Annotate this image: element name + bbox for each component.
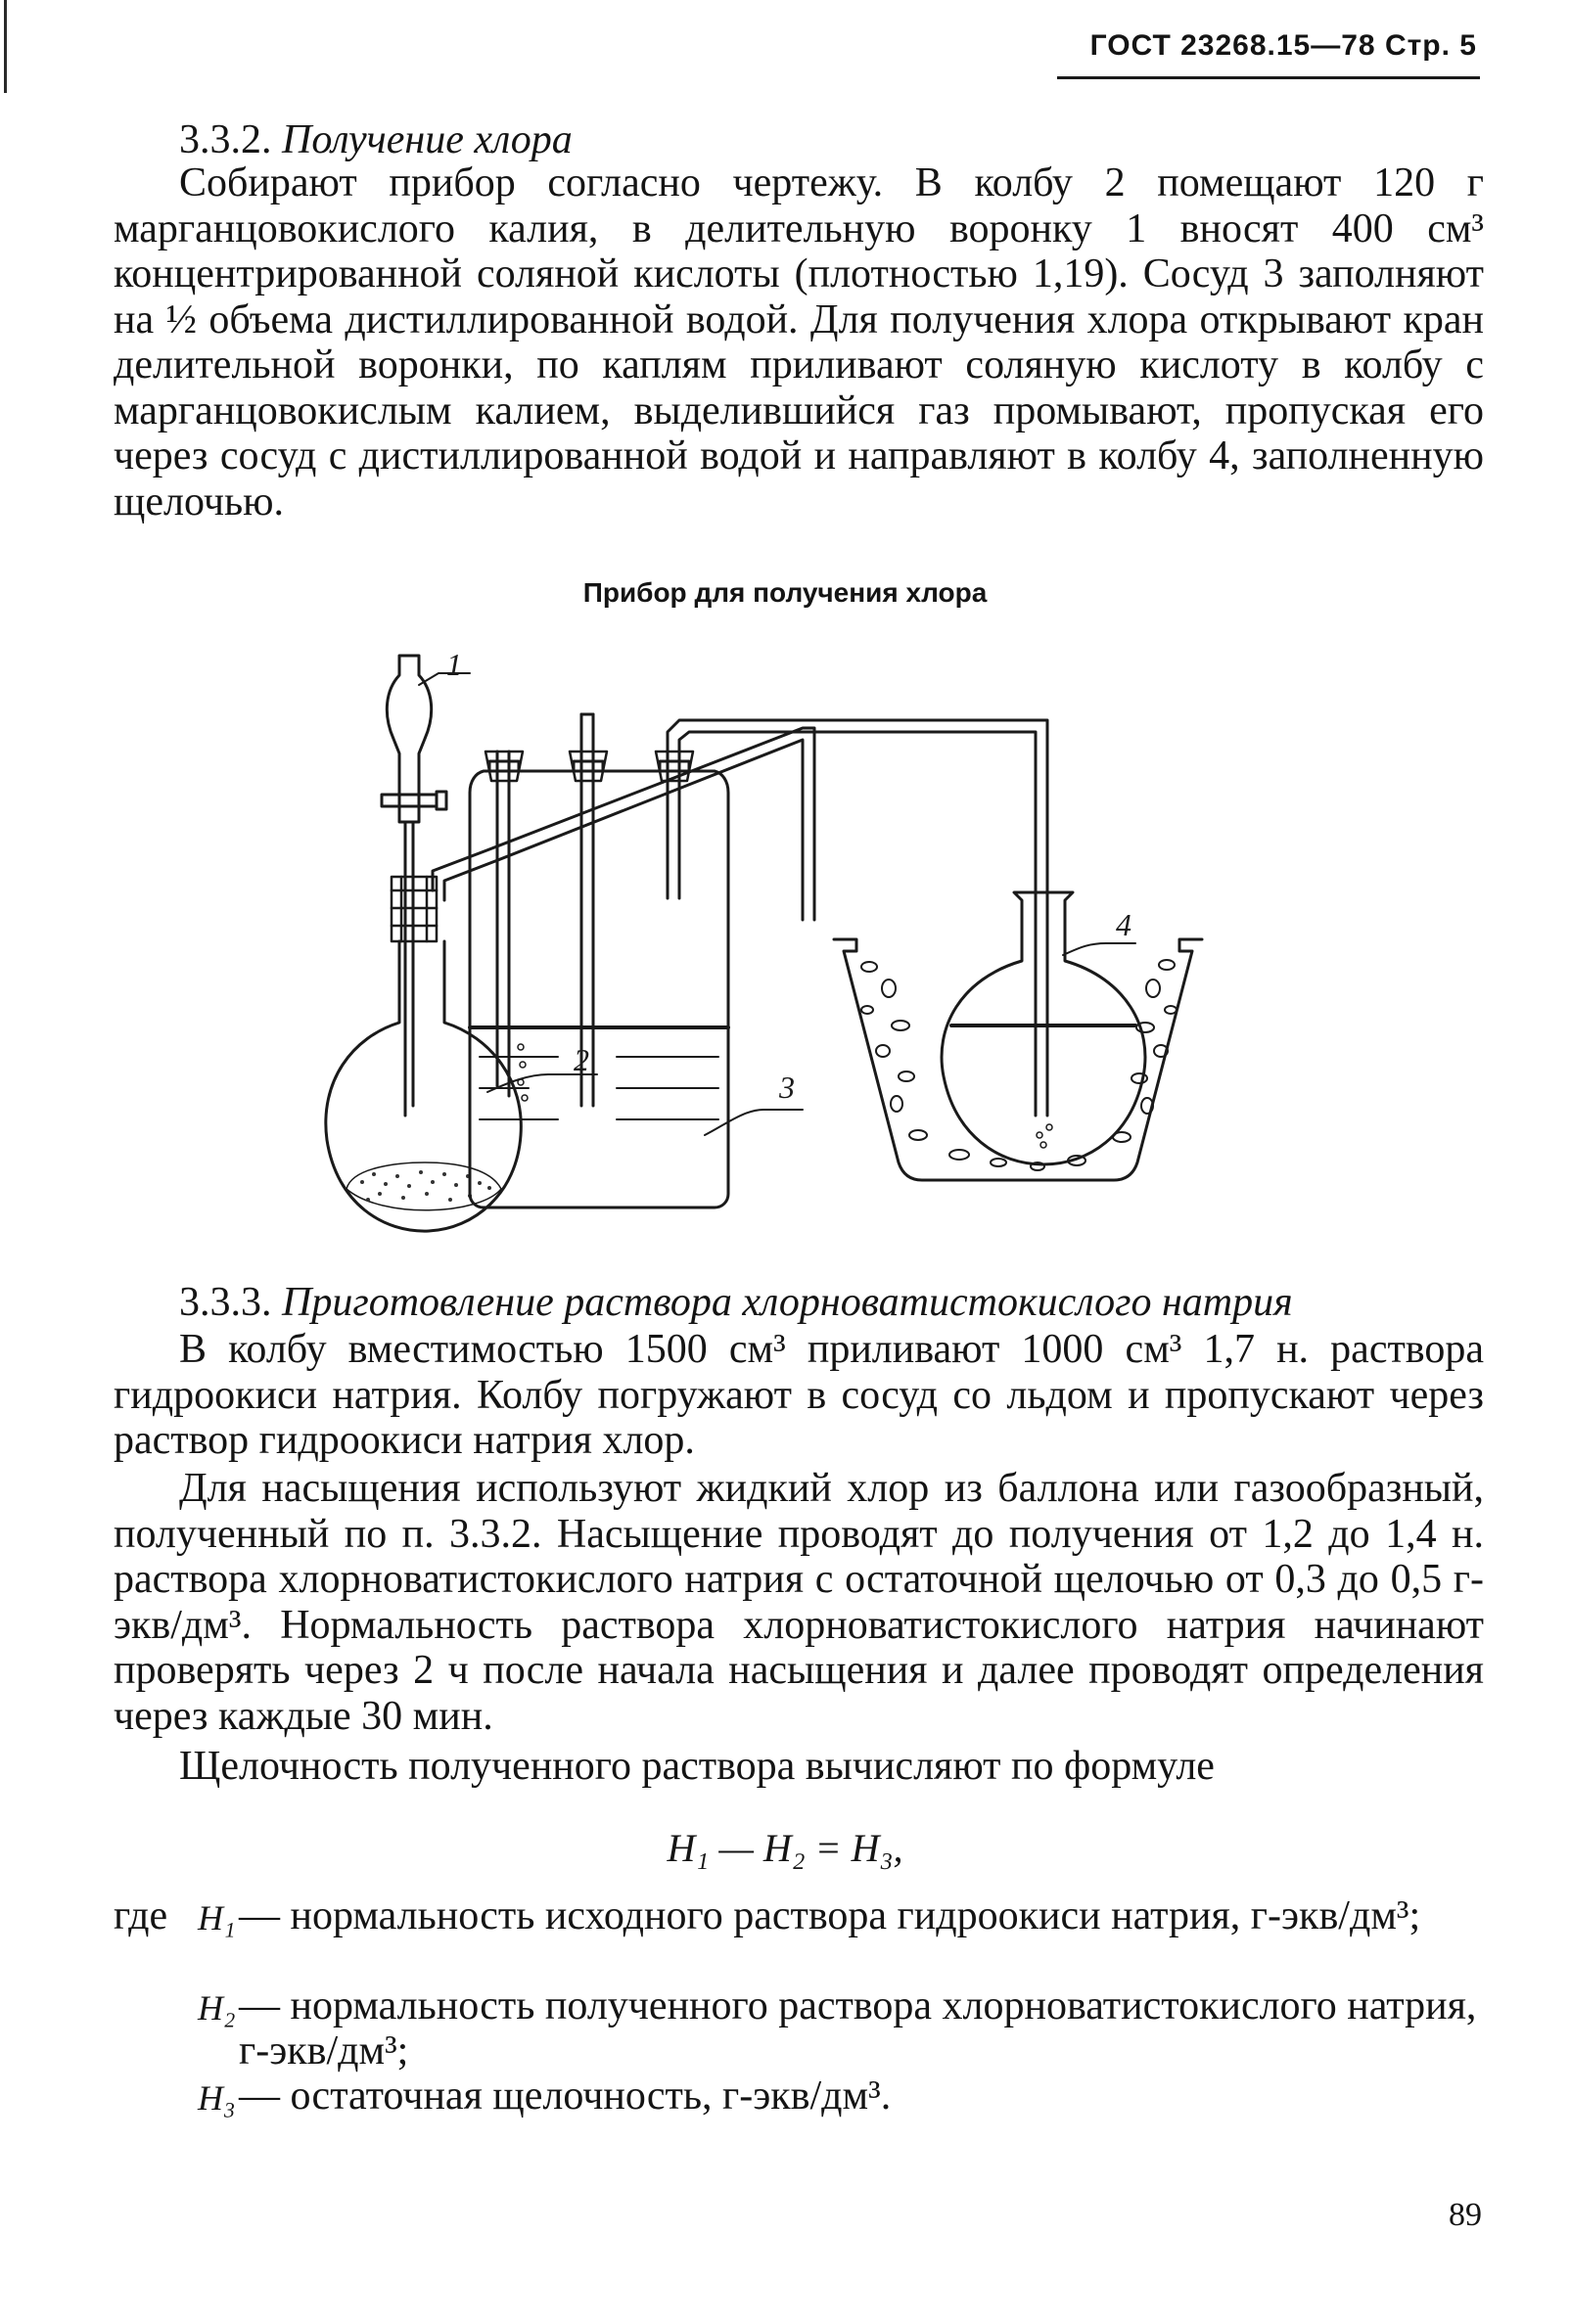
legend-item-3 [114, 2073, 1484, 2119]
label-3: 3 [779, 1070, 795, 1105]
label-2: 2 [574, 1042, 589, 1077]
section-332-title: Получение хлора [282, 117, 573, 162]
legend-text-2: — нормальность полученного раствора хлорноватистокислого натрия, г-экв/дм³; [239, 1983, 1477, 2073]
section-333-paragraph-1-text: В колбу вместимостью 1500 см³ приливают 1000 см³ 1,7 н. раствора гидроокиси натрия. Колбу погружают в сосуд со льдом и пропускают через раствор гидроокиси натрия хлор. [114, 1327, 1484, 1463]
section-332-paragraph-text: Собирают прибор согласно чертежу. В колбу 2 помещают 120 г марганцовокислого калия, в делительную воронку 1 вносят 400 см³ концентрированной соляной кислоты (плотностью 1,19). Сосуд 3 заполняют на ½ объема дистиллированной водой. Для получения хлора открывают кран делительной воронки, по каплям приливают соляную кислоту в колбу с марганцовокислым калием, выделившийся газ промывают, пропуская его через сосуд с дистиллированной водой и направляют в колбу 4, заполненную щелочью. [114, 160, 1484, 524]
section-333-paragraph-2 [114, 1466, 1484, 1739]
section-332-heading [179, 117, 573, 162]
label-1: 1 [446, 647, 462, 682]
legend-text-3: — остаточная щелочность, г-экв/дм³. [239, 2073, 892, 2119]
figure-caption: Прибор для получения хлора [582, 577, 988, 608]
header-rule [1057, 76, 1480, 79]
ice-pieces [861, 960, 1177, 1170]
section-333-paragraph-2-text: Для насыщения используют жидкий хлор из баллона или газообразный, полученный по п. 3.3.2. Насыщение проводят до получения от 1,2 до 1,4 н. раствора хлорноватистокислого натрия с остаточной щелочью от 0,3 до 0,5 г-экв/дм³. Нормальность раствора хлорноватистокислого натрия начинают проверять через 2 ч после начала насыщения и далее проводят определения через каждые 30 мин. [114, 1466, 1484, 1739]
legend-symbol-2: Н₂ [198, 1988, 236, 2028]
section-333-heading [179, 1280, 1293, 1325]
section-333-paragraph-3 [114, 1744, 1484, 1790]
ice-bath [834, 939, 1202, 1180]
page-number: 89 [1449, 2197, 1482, 2233]
legend-symbol-1: Н₁ [198, 1898, 236, 1937]
vessel-3-bubbles [518, 1044, 528, 1101]
connecting-tube-2 [668, 720, 1047, 959]
section-332-paragraph [114, 160, 1484, 524]
flask-2-contents [360, 1170, 491, 1202]
alkalinity-formula: Н₁ — Н₂ = Н₃, [667, 1826, 903, 1870]
legend-symbol-3: Н₃ [198, 2078, 236, 2118]
section-333-number: 3.3.3. [179, 1280, 272, 1325]
legend-intro: где [114, 1893, 168, 1938]
section-333-paragraph-1 [114, 1327, 1484, 1464]
formula-legend [114, 1893, 1484, 2119]
flask-2 [326, 941, 521, 1231]
section-333-title: Приготовление раствора хлорноватистокислого натрия [282, 1280, 1293, 1325]
chlorine-apparatus-figure [323, 646, 1263, 1233]
section-332-number: 3.3.2. [179, 117, 272, 162]
legend-item-2 [114, 1983, 1484, 2073]
section-333-paragraph-3-text: Щелочность полученного раствора вычисляют по формуле [179, 1744, 1215, 1789]
page-header: ГОСТ 23268.15—78 Стр. 5 [1089, 29, 1477, 62]
vessel-3 [470, 714, 728, 1208]
legend-item-1 [114, 1893, 1484, 1983]
label-4: 4 [1116, 907, 1131, 942]
connecting-tube-1 [433, 728, 814, 920]
flask-4 [942, 892, 1145, 1164]
margin-line [4, 0, 7, 93]
legend-text-1: — нормальность исходного раствора гидроокиси натрия, г-экв/дм³; [239, 1893, 1421, 1938]
